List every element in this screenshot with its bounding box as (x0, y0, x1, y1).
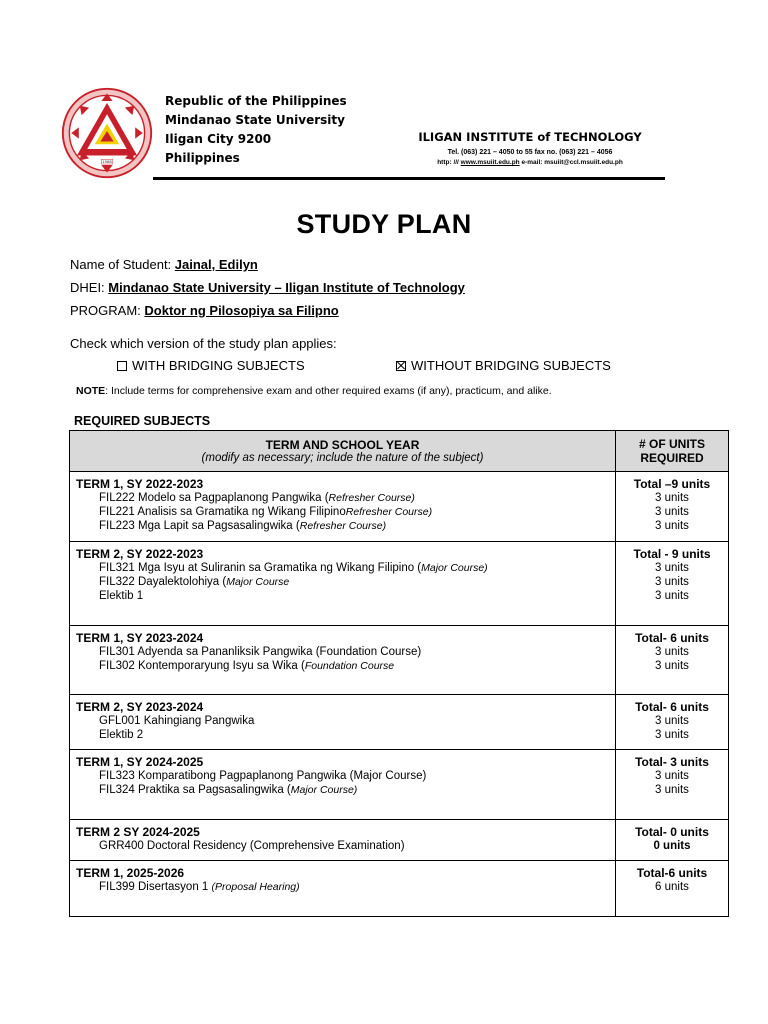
checked-checkbox-icon[interactable] (396, 361, 406, 371)
course-item: FIL302 Kontemporaryung Isyu sa Wika (Foundation Course (99, 660, 395, 672)
units-total: Total- 3 units (635, 755, 709, 769)
program-value: Doktor ng Pilosopiya sa Filipno (144, 303, 339, 318)
units-header-line2: REQUIRED (640, 451, 704, 465)
dhei-label: DHEI: (70, 280, 109, 295)
table-row (70, 820, 729, 861)
course-units: 6 units (655, 881, 689, 893)
term-name: TERM 1, SY 2024-2025 (76, 755, 204, 769)
course-units: 3 units (655, 590, 689, 602)
term-name: TERM 1, SY 2022-2023 (76, 477, 204, 491)
program-field (70, 303, 339, 318)
address-line: Philippines (165, 151, 240, 165)
course-units: 3 units (655, 562, 689, 574)
units-cell (616, 695, 729, 750)
course-item: FIL222 Modelo sa Pagpaplanong Pangwika (Refresher Course) (99, 492, 415, 504)
note-body: : Include terms for comprehensive exam and other required exams (if any), practicum, and alike. (105, 385, 552, 397)
course-item: FIL223 Mga Lapit sa Pagsasalingwika (Refresher Course) (99, 520, 387, 532)
version-question: Check which version of the study plan applies: (70, 336, 337, 351)
units-cell (616, 820, 729, 861)
units-total: Total-6 units (636, 866, 708, 880)
course-units: 0 units (653, 840, 691, 852)
course-item: FIL324 Praktika sa Pagsasalingwika (Major Course) (99, 784, 358, 796)
term-cell (70, 820, 616, 861)
units-total: Total - 9 units (633, 547, 711, 561)
term-name: TERM 1, 2025-2026 (76, 866, 185, 880)
institute-name: ILIGAN INSTITUTE of TECHNOLOGY (418, 130, 642, 144)
units-cell (616, 542, 729, 626)
term-header-title: TERM AND SCHOOL YEAR (265, 438, 420, 452)
course-item: FIL321 Mga Isyu at Suliranin sa Gramatika ng Wikang Filipino (Major Course) (99, 562, 488, 574)
units-cell (616, 626, 729, 695)
required-subjects-heading: REQUIRED SUBJECTS (74, 414, 211, 428)
term-cell (70, 695, 616, 750)
course-units: 3 units (655, 784, 689, 796)
program-label: PROGRAM: (70, 303, 145, 318)
institute-web (395, 159, 665, 166)
course-item: FIL221 Analisis sa Gramatika ng Wikang FilipinoRefresher Course) (99, 506, 433, 518)
dhei-value: Mindanao State University – Iligan Institute of Technology (108, 280, 465, 295)
course-item: Elektib 1 (99, 590, 144, 602)
term-name: TERM 2, SY 2022-2023 (76, 547, 204, 561)
term-header-subtitle: (modify as necessary; include the nature of the subject) (201, 452, 484, 464)
table-header-row (70, 431, 729, 472)
course-units: 3 units (655, 715, 689, 727)
course-units: 3 units (655, 576, 689, 588)
table-row (70, 626, 729, 695)
course-item: GRR400 Doctoral Residency (Comprehensive Examination) (99, 840, 405, 852)
student-name-field (70, 257, 258, 272)
table-row (70, 861, 729, 917)
units-column-header (616, 431, 729, 472)
course-units: 3 units (655, 492, 689, 504)
course-item: FIL322 Dayalektolohiya (Major Course (99, 576, 290, 588)
term-name: TERM 2 SY 2024-2025 (76, 825, 200, 839)
table-row (70, 695, 729, 750)
header-divider (153, 177, 665, 180)
units-cell (616, 472, 729, 542)
institute-phone: Tel. (063) 221 – 4050 to 55 fax no. (063) 221 – 4056 (447, 149, 613, 156)
table-row (70, 750, 729, 820)
units-total: Total- 6 units (635, 631, 709, 645)
student-label: Name of Student: (70, 257, 175, 272)
course-item: FIL301 Adyenda sa Pananliksik Pangwika (Foundation Course) (99, 646, 422, 658)
course-units: 3 units (655, 506, 689, 518)
web-prefix: http: /// (437, 159, 461, 166)
term-name: TERM 2, SY 2023-2024 (76, 700, 204, 714)
table-row (70, 542, 729, 626)
term-cell (70, 542, 616, 626)
option-label: WITHOUT BRIDGING SUBJECTS (411, 358, 611, 373)
option-label: WITH BRIDGING SUBJECTS (132, 358, 305, 373)
course-item: GFL001 Kahingiang Pangwika (99, 715, 255, 727)
units-total: Total –9 units (633, 477, 711, 491)
msu-iit-seal-logo (60, 86, 154, 180)
term-cell (70, 750, 616, 820)
address-line: Mindanao State University (165, 113, 345, 127)
term-cell (70, 861, 616, 917)
course-item: Elektib 2 (99, 729, 144, 741)
units-cell (616, 861, 729, 917)
term-cell (70, 472, 616, 542)
university-address (165, 92, 347, 168)
option-with-bridging[interactable] (117, 358, 305, 373)
institute-block (395, 130, 665, 166)
email-text: e-mail: msuiit@ccl.msuiit.edu.ph (519, 159, 623, 166)
course-item: FIL323 Komparatibong Pagpaplanong Pangwika (Major Course) (99, 770, 427, 782)
units-header-line1: # OF UNITS (638, 437, 705, 451)
logo-year: 1968 (102, 160, 112, 165)
term-column-header (70, 431, 616, 472)
course-units: 3 units (655, 729, 689, 741)
course-units: 3 units (655, 520, 689, 532)
term-cell (70, 626, 616, 695)
units-cell (616, 750, 729, 820)
student-value: Jainal, Edilyn (174, 257, 258, 272)
address-line: Iligan City 9200 (165, 132, 272, 146)
dhei-field (70, 280, 465, 295)
course-units: 3 units (655, 646, 689, 658)
units-total: Total- 0 units (635, 825, 709, 839)
course-units: 3 units (655, 770, 689, 782)
term-name: TERM 1, SY 2023-2024 (76, 631, 204, 645)
units-total: Total- 6 units (635, 700, 709, 714)
address-line: Republic of the Philippines (165, 94, 347, 108)
note-label: NOTE (76, 385, 106, 397)
course-units: 3 units (655, 660, 689, 672)
note-text (76, 385, 552, 397)
option-without-bridging[interactable] (396, 358, 611, 373)
course-item: FIL399 Disertasyon 1 (Proposal Hearing) (99, 881, 300, 893)
table-row (70, 472, 729, 542)
unchecked-checkbox-icon[interactable] (117, 361, 127, 371)
study-plan-table (69, 430, 729, 917)
page-title: STUDY PLAN (296, 209, 472, 239)
web-link[interactable]: www.msuiit.edu.ph (460, 159, 520, 166)
